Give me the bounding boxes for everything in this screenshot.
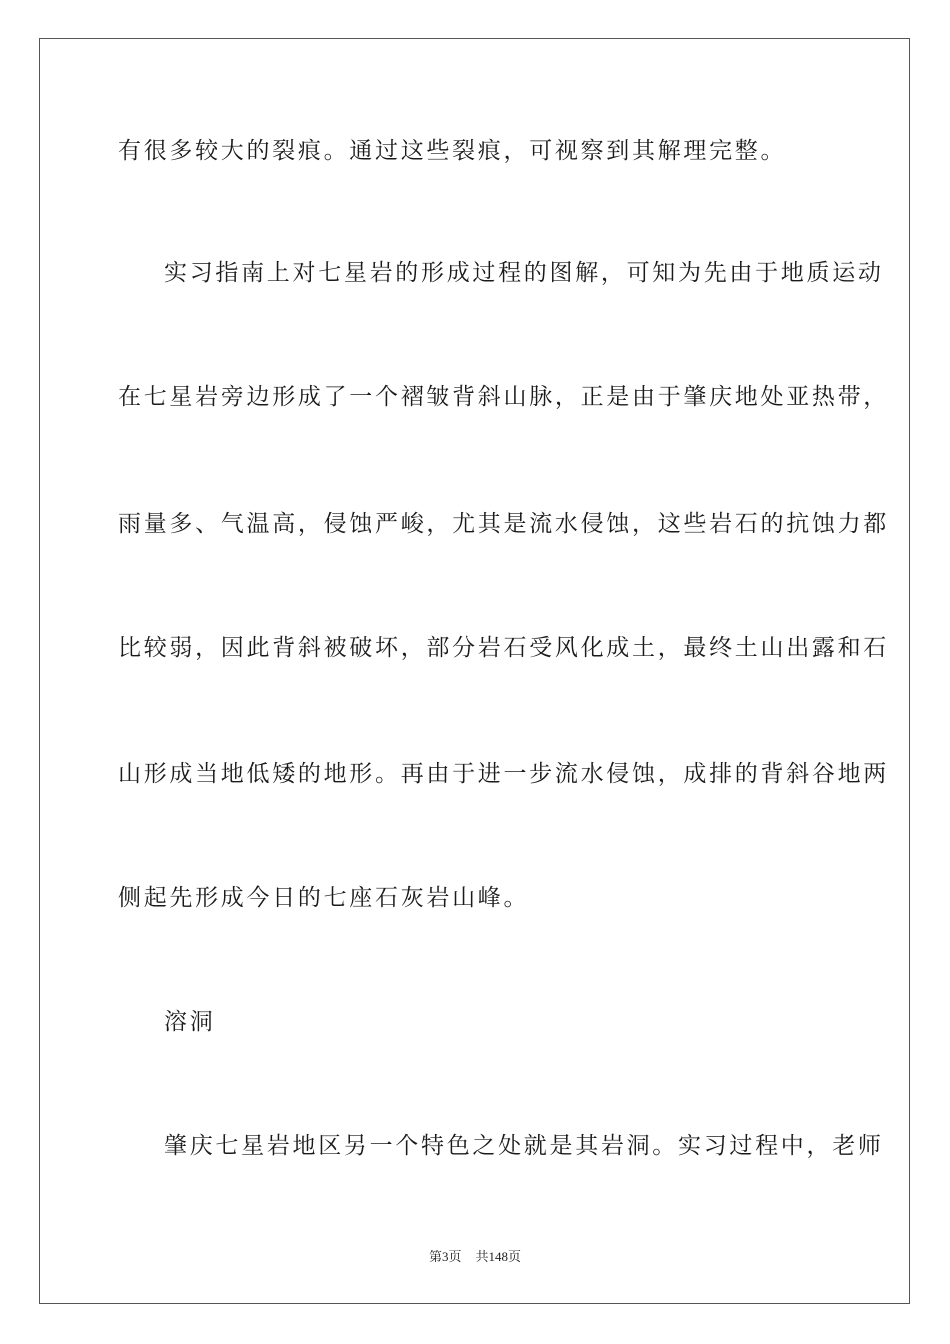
- text-line: 侧起先形成今日的七座石灰岩山峰。: [118, 885, 530, 911]
- page-total: 共148页: [475, 1249, 522, 1264]
- text-line: 雨量多、气温高，侵蚀严峻，尤其是流水侵蚀，这些岩石的抗蚀力都: [118, 511, 889, 537]
- text-line: 在七星岩旁边形成了一个褶皱背斜山脉，正是由于肇庆地处亚热带，: [118, 384, 889, 410]
- text-line: 比较弱，因此背斜被破坏，部分岩石受风化成土，最终土山出露和石: [118, 635, 889, 661]
- text-line: 山形成当地低矮的地形。再由于进一步流水侵蚀，成排的背斜谷地两: [118, 761, 889, 787]
- text-line: 有很多较大的裂痕。通过这些裂痕，可视察到其解理完整。: [118, 138, 787, 164]
- section-heading: 溶洞: [164, 1009, 216, 1035]
- page-border: [39, 38, 910, 1304]
- paragraph-start-line: 实习指南上对七星岩的形成过程的图解，可知为先由于地质运动: [164, 260, 884, 286]
- page-number: 第3页: [428, 1249, 462, 1264]
- paragraph-start-line: 肇庆七星岩地区另一个特色之处就是其岩洞。实习过程中，老师: [164, 1133, 884, 1159]
- page-footer: [0, 1246, 950, 1265]
